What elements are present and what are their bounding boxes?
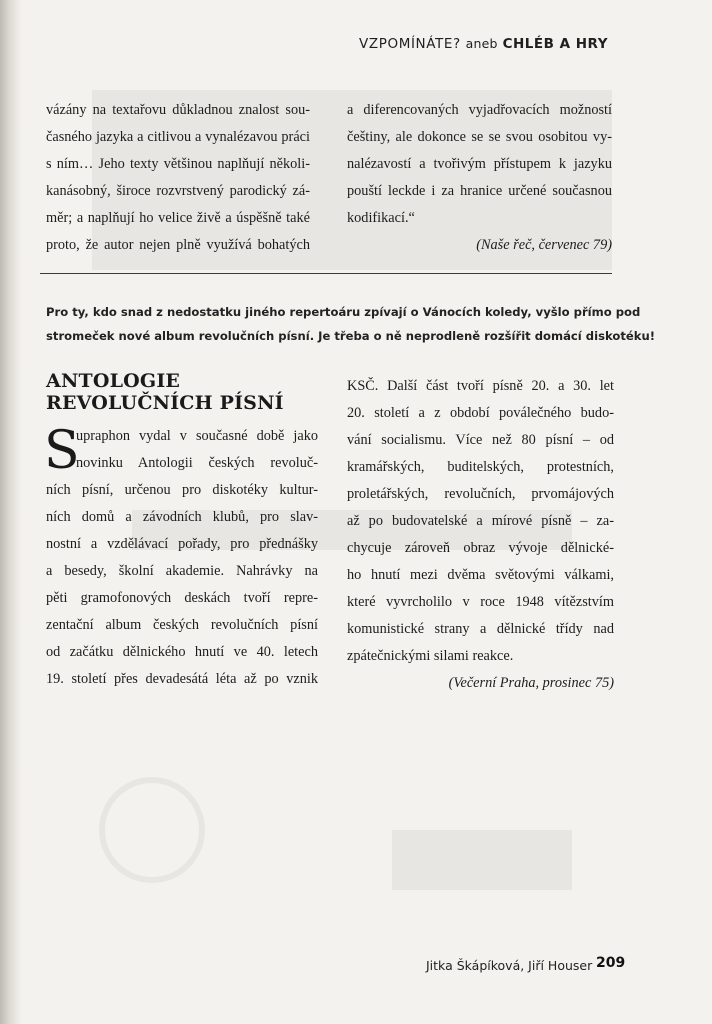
text-line: chycuje zároveň obraz vývoje dělnické- (347, 540, 614, 556)
text-line: vání socialismu. Více než 80 písní – od (347, 432, 614, 448)
text-line: zpátečnickými silami reakce. (347, 648, 514, 664)
text-line: proto, že autor nejen plně využívá bohatých (46, 237, 310, 253)
text-line: 20. století a z období poválečného budo- (347, 405, 614, 421)
title-line: REVOLUČNÍCH PÍSNÍ (46, 392, 284, 414)
book-gutter-shadow (0, 0, 22, 1024)
text-line: ních domů a závodních klubů, pro slav- (46, 509, 318, 525)
text-line: KSČ. Další část tvoří písně 20. a 30. let (347, 378, 614, 394)
header-conjunction: aneb (465, 36, 498, 51)
header-part2: CHLÉB A HRY (502, 36, 608, 52)
text-line: kodifikací.“ (347, 210, 415, 226)
page-number: 209 (596, 955, 626, 971)
text-line: nalézavostí a tvořivým přístupem k jazyku (347, 156, 612, 172)
text-line: od začátku dělnického hnutí ve 40. letech (46, 644, 318, 660)
text-line: ho hnutí mezi dvěma světovými válkami, (347, 567, 614, 583)
article-right-column (347, 373, 614, 697)
article-left-column (46, 423, 318, 693)
text-line: až po budovatelské a mírové písně – za- (347, 513, 614, 529)
text-line: časného jazyka a citlivou a vynalézavou práci (46, 129, 310, 145)
intro-line: Pro ty, kdo snad z nedostatku jiného repertoáru zpívají o Vánocích koledy, vyšlo přímo pod (46, 305, 641, 319)
text-line: a diferencovaných vyjadřovacích možností (347, 102, 612, 118)
title-line: ANTOLOGIE (46, 370, 181, 392)
drop-cap: S (44, 421, 80, 481)
text-line: zentační album českých revolučních písní (46, 617, 318, 633)
article-title (46, 370, 306, 414)
section-divider (40, 273, 612, 274)
text-line: kanásobný, široce rozvrstvený parodický zá- (46, 183, 310, 199)
top-right-column (347, 97, 612, 259)
source-citation: (Naše řeč, červenec 79) (476, 237, 612, 253)
text-line: upraphon vydal v současné době jako (76, 428, 318, 444)
top-left-column (46, 97, 310, 259)
text-line: ních písní, určenou pro diskotéky kultur- (46, 482, 318, 498)
text-line: měr; a naplňují ho velice živě a úspěšně také (46, 210, 310, 226)
text-line: pouští leckde i za hranice určené současnou (347, 183, 612, 199)
text-line: proletářských, revolučních, prvomájových (347, 486, 614, 502)
intro-lead (46, 300, 655, 348)
text-line: novinku Antologii českých revoluč- (76, 455, 318, 471)
text-line: 19. století přes devadesátá léta až po vznik (46, 671, 318, 687)
text-line: komunistické strany a dělnické třídy nad (347, 621, 614, 637)
source-citation: (Večerní Praha, prosinec 75) (448, 675, 614, 691)
text-line: které vyvrcholilo v roce 1948 vítězstvím (347, 594, 614, 610)
intro-line: stromeček nové album revolučních písní. Je třeba o ně neprodleně rozšířit domácí diskotéku! (46, 329, 655, 343)
text-line: s ním… Jeho texty většinou naplňují několi- (46, 156, 310, 172)
running-header (359, 36, 608, 52)
text-line: a besedy, školní akademie. Nahrávky na (46, 563, 318, 579)
header-part1: VZPOMÍNÁTE? (359, 36, 461, 52)
text-line: kramářských, buditelských, protestních, (347, 459, 614, 475)
text-line: vázány na textařovu důkladnou znalost sou- (46, 102, 310, 118)
footer-authors: Jitka Škápíková, Jiří Houser (426, 958, 593, 973)
text-line: češtiny, ale dokonce se se svou osobitou vy- (347, 129, 612, 145)
text-line: pěti gramofonových deskách tvoří repre- (46, 590, 318, 606)
text-line: nostní a vzdělávací pořady, pro přednášky (46, 536, 318, 552)
